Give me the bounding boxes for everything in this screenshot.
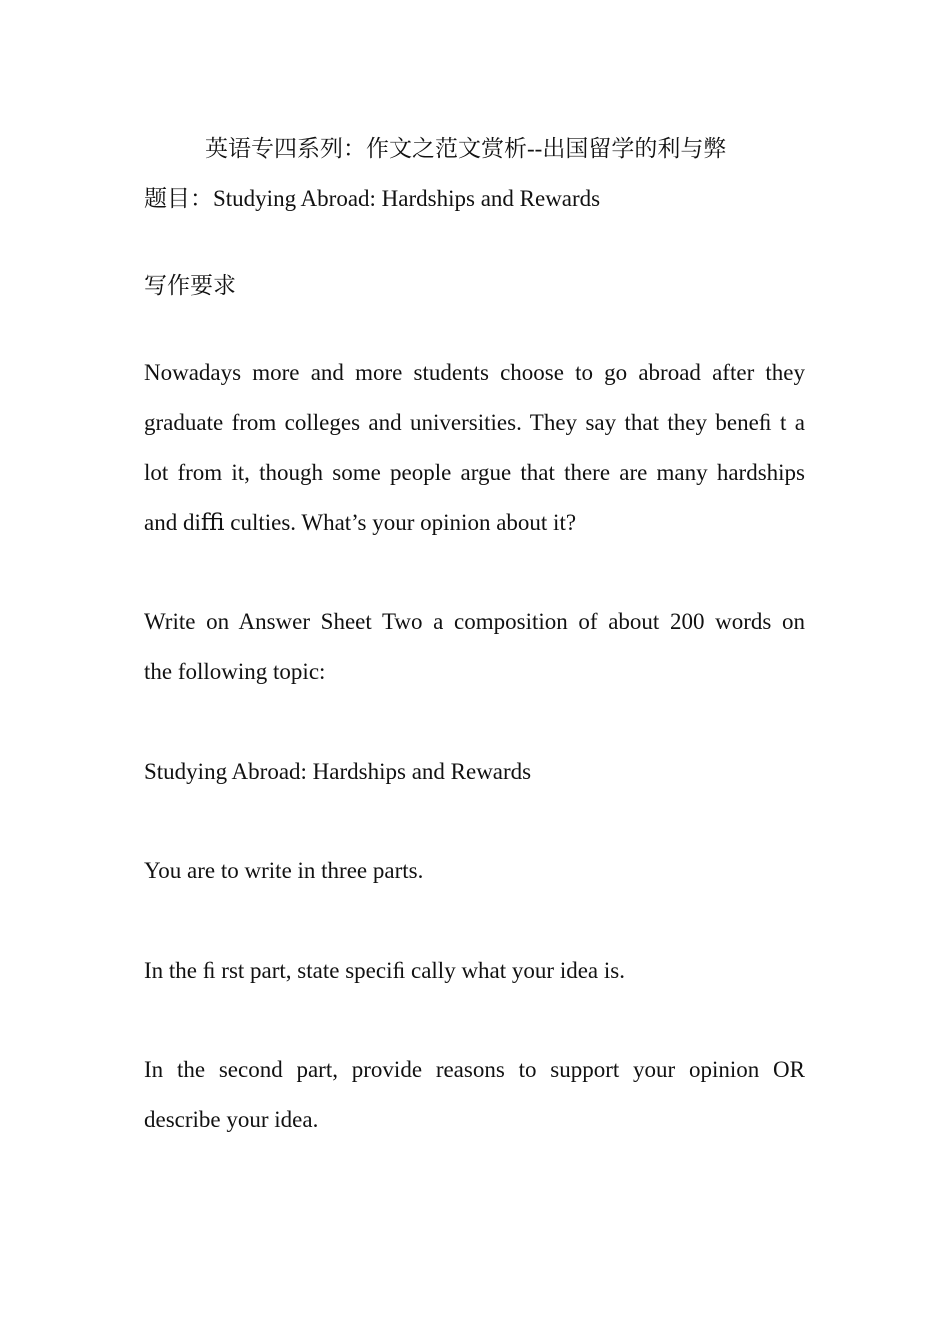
- topic-line: 题目：Studying Abroad: Hardships and Rewards: [144, 186, 601, 211]
- instruction-second-part-line-1: In the second part, provide reasons to support your opinion OR: [144, 1057, 805, 1082]
- paragraph-1-line-1: Nowadays more and more students choose to go abroad after they: [144, 360, 805, 385]
- instruction-first-part: In the ﬁ rst part, state speciﬁ cally what your idea is.: [144, 958, 625, 983]
- paragraph-1-line-3: lot from it, though some people argue that there are many hardships: [144, 460, 805, 485]
- paragraph-1-line-4: and diﬃ culties. What’s your opinion about it?: [144, 510, 577, 535]
- document-title: 英语专四系列：作文之范文赏析--出国留学的利与弊: [205, 136, 727, 161]
- paragraph-2-line-1: Write on Answer Sheet Two a composition of about 200 words on: [144, 609, 805, 634]
- paragraph-1-line-2: graduate from colleges and universities. They say that they beneﬁ t a: [144, 410, 805, 435]
- section-heading: 写作要求: [144, 273, 236, 298]
- instruction-second-part-line-2: describe your idea.: [144, 1107, 319, 1132]
- instruction-parts: You are to write in three parts.: [144, 858, 424, 883]
- paragraph-2-line-2: the following topic:: [144, 659, 326, 684]
- essay-topic: Studying Abroad: Hardships and Rewards: [144, 759, 532, 784]
